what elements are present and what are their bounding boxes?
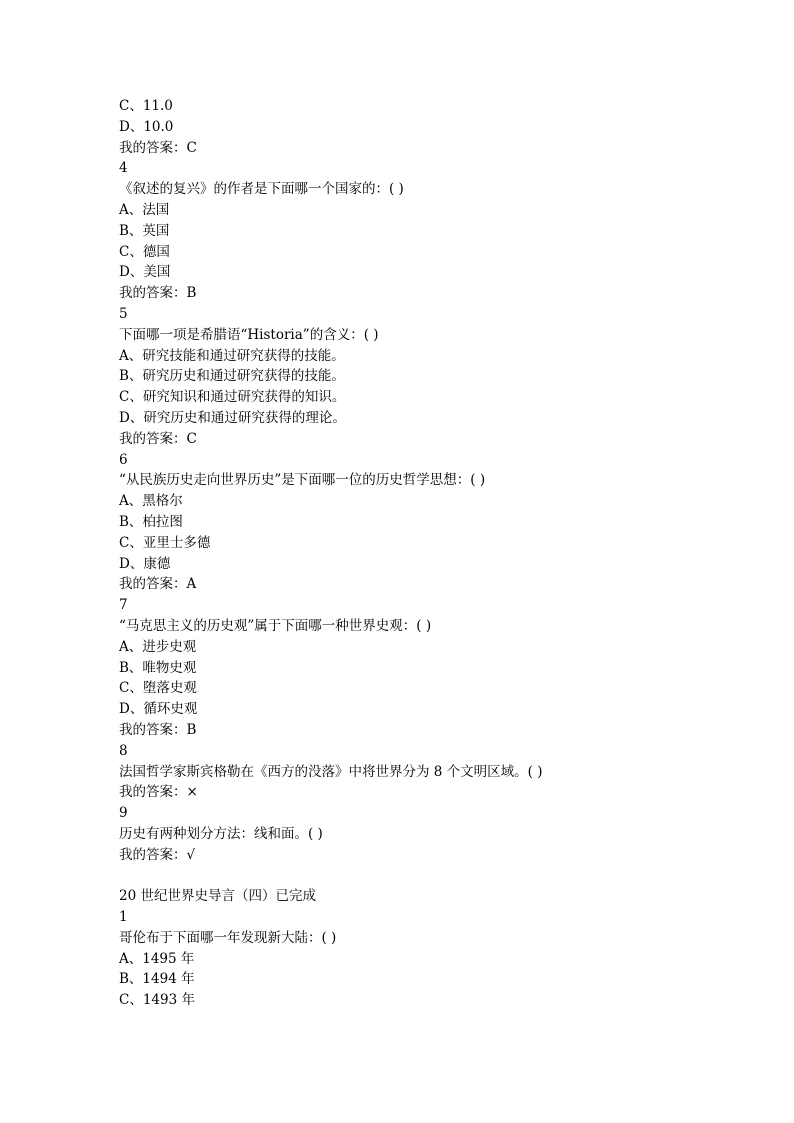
s2q1-number: 1 — [119, 909, 128, 926]
q6-number: 6 — [119, 451, 128, 468]
q4-answer: 我的答案：B — [119, 285, 197, 302]
document-content — [119, 96, 719, 1011]
s2q1-option-b: B、1494 年 — [119, 971, 195, 988]
q5-option-a: A、研究技能和通过研究获得的技能。 — [119, 347, 345, 364]
s2q1-question: 哥伦布于下面哪一年发现新大陆：( ) — [119, 929, 337, 946]
s2q1-option-a: A、1495 年 — [119, 950, 195, 967]
q9-number: 9 — [119, 805, 128, 822]
s2q1-option-c: C、1493 年 — [119, 992, 195, 1009]
q4-question: 《叙述的复兴》的作者是下面哪一个国家的：( ) — [119, 181, 404, 198]
q9-answer: 我的答案：√ — [119, 846, 196, 863]
q5-option-b: B、研究历史和通过研究获得的技能。 — [119, 368, 345, 385]
q6-answer: 我的答案：A — [119, 576, 197, 593]
q5-number: 5 — [119, 305, 128, 322]
q5-option-d: D、研究历史和通过研究获得的理论。 — [119, 409, 346, 426]
q4-option-c: C、德国 — [119, 243, 170, 260]
q7-option-a: A、进步史观 — [119, 638, 197, 655]
q4-option-a: A、法国 — [119, 201, 170, 218]
q6-option-c: C、亚里士多德 — [119, 534, 211, 551]
q7-number: 7 — [119, 597, 128, 614]
q7-question: “马克思主义的历史观”属于下面哪一种世界史观：( ) — [119, 617, 432, 634]
q8-question: 法国哲学家斯宾格勒在《西方的没落》中将世界分为 8 个文明区域。( ) — [119, 763, 543, 780]
section-title: 20 世纪世界史导言（四）已完成 — [119, 888, 316, 905]
q6-option-a: A、黑格尔 — [119, 493, 183, 510]
q7-option-c: C、堕落史观 — [119, 680, 197, 697]
q6-question: “从民族历史走向世界历史”是下面哪一位的历史哲学思想：( ) — [119, 472, 486, 489]
q4-number: 4 — [119, 160, 128, 177]
q3-option-d: D、10.0 — [119, 118, 174, 135]
q3-answer: 我的答案：C — [119, 139, 197, 156]
q7-option-d: D、循环史观 — [119, 701, 198, 718]
q5-question: 下面哪一项是希腊语“Historia”的含义：( ) — [119, 326, 379, 343]
q4-option-d: D、美国 — [119, 264, 171, 281]
q5-answer: 我的答案：C — [119, 430, 197, 447]
q6-option-b: B、柏拉图 — [119, 513, 183, 530]
q8-answer: 我的答案：× — [119, 784, 198, 801]
q5-option-c: C、研究知识和通过研究获得的知识。 — [119, 389, 346, 406]
q9-question: 历史有两种划分方法：线和面。( ) — [119, 825, 323, 842]
q6-option-d: D、康德 — [119, 555, 171, 572]
q4-option-b: B、英国 — [119, 222, 170, 239]
blank-line — [119, 865, 719, 886]
q7-answer: 我的答案：B — [119, 721, 197, 738]
q8-number: 8 — [119, 742, 128, 759]
q3-option-c: C、11.0 — [119, 98, 173, 114]
q7-option-b: B、唯物史观 — [119, 659, 197, 676]
